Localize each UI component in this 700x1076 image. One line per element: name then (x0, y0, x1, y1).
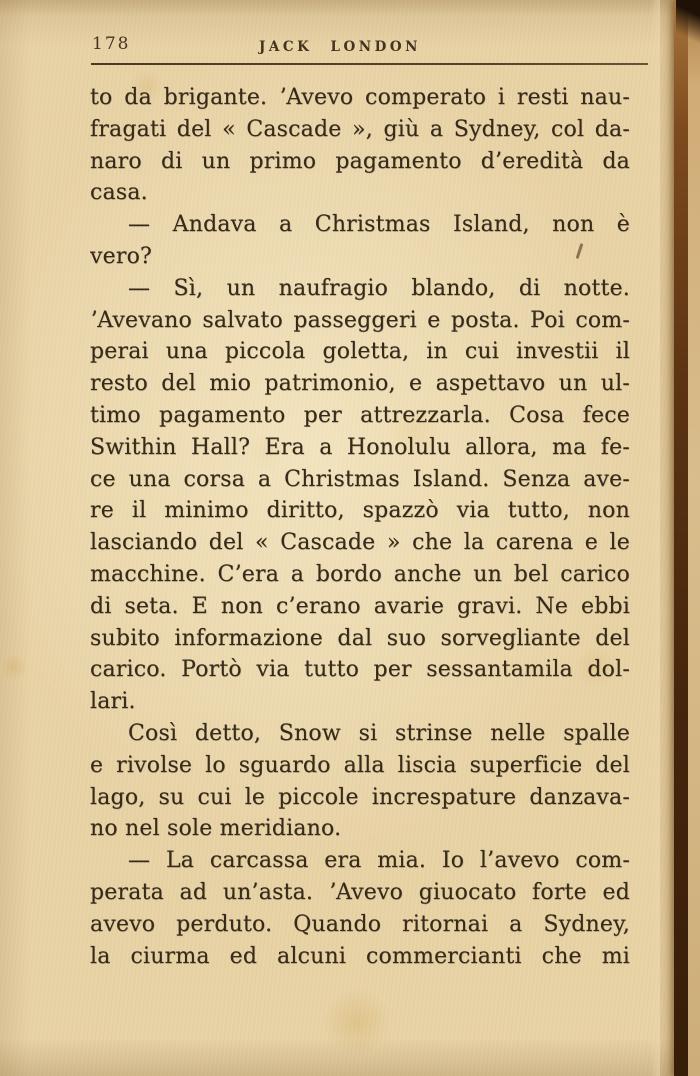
text-line: subito informazione dal suo sorvegliante del (90, 625, 630, 651)
running-title: JACK LONDON (259, 39, 421, 55)
text-line: e rivolse lo sguardo alla liscia superficie del (90, 752, 630, 778)
text-line: timo pagamento per attrezzarla. Cosa fece (90, 402, 630, 428)
text-line: di seta. E non c’erano avarie gravi. Ne ebbi (90, 593, 630, 619)
text-line: la ciurma ed alcuni commercianti che mi (90, 943, 630, 969)
text-line: perai una piccola goletta, in cui investii il (90, 339, 630, 365)
book-edge-gap (674, 0, 688, 1076)
text-line: lasciando del « Cascade » che la carena e le (90, 530, 630, 556)
text-line: lago, su cui le piccole increspature danzava- (90, 784, 630, 810)
text-line: re il minimo diritto, spazzò via tutto, non (90, 498, 630, 524)
adjacent-page-edge (688, 0, 700, 1076)
text-line: fragati del « Cascade », giù a Sydney, col da- (90, 116, 630, 142)
text-line: no nel sole meridiano. (90, 816, 342, 842)
text-line: naro di un primo pagamento d’eredità da (90, 148, 630, 174)
text-line: — Andava a Christmas Island, non è (128, 212, 630, 238)
text-line: — Sì, un naufragio blando, di notte. (128, 275, 630, 301)
text-line: macchine. C’era a bordo anche un bel carico (90, 561, 630, 587)
text-line: vero? (90, 243, 153, 269)
header-rule (91, 63, 648, 65)
text-line: casa. (90, 180, 148, 206)
page-curl-shadow (650, 0, 674, 1076)
text-line: carico. Portò via tutto per sessantamila dol- (90, 657, 630, 683)
page-number: 178 (92, 34, 131, 54)
text-line: avevo perduto. Quando ritornai a Sydney, (90, 911, 630, 937)
text-line: Swithin Hall? Era a Honolulu allora, ma fe- (90, 434, 630, 460)
text-line: resto del mio patrimonio, e aspettavo un ul- (90, 371, 630, 397)
text-line: ʼAvevano salvato passeggeri e posta. Poi com- (90, 307, 630, 333)
top-right-corner-shadow (676, 0, 700, 52)
text-line: perata ad un’asta. ʼAvevo giuocato forte ed (90, 879, 630, 905)
text-line: ce una corsa a Christmas Island. Senza ave- (90, 466, 630, 492)
text-line: Così detto, Snow si strinse nelle spalle (128, 720, 630, 746)
text-line: lari. (90, 689, 136, 715)
text-line: to da brigante. ʼAvevo comperato i resti nau- (90, 85, 630, 110)
text-block (90, 82, 630, 972)
text-line: — La carcassa era mia. Io l’avevo com- (128, 848, 630, 874)
